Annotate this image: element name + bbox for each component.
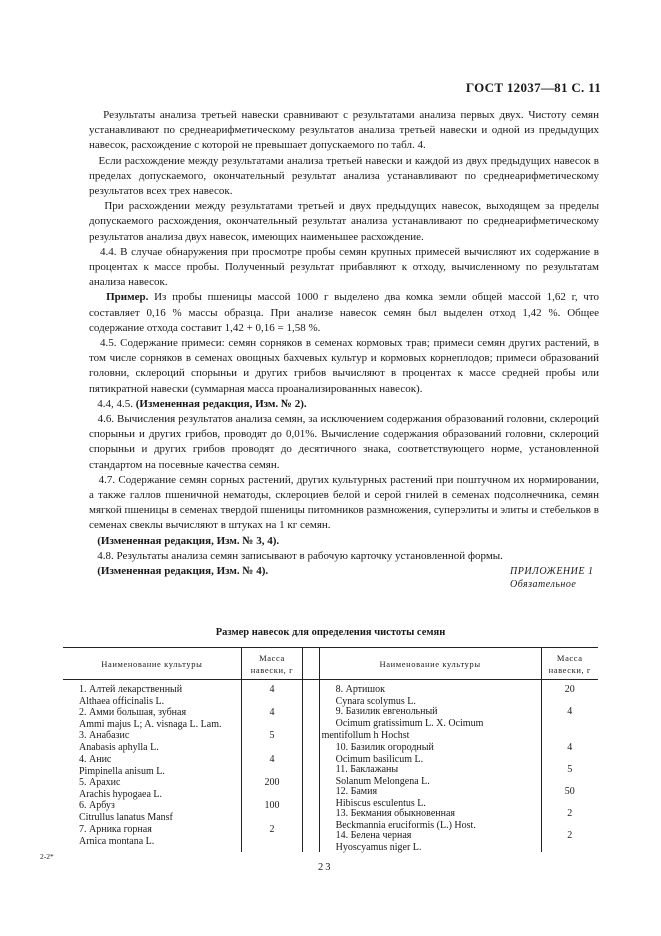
appendix-label xyxy=(510,565,594,591)
paragraph: 4.6. Вычисления результатов анализа семян, за исключением содержания образований головни, склероций спорыньи и других грибов, проводят до 0,01%. Вычисление содержания образований головни, склероций спорыньи и других грибов проводят до десятичного знака, соответствующего норме, установленной стандартом на посевные качества семян. xyxy=(89,413,599,471)
crop-entry: 13. Бекмания обыкновенная Beckmannia eruciformis (L.) Host. xyxy=(335,807,476,831)
example-label: Пример. xyxy=(106,291,149,304)
page-header: ГОСТ 12037—81 С. 11 xyxy=(465,80,601,95)
print-footnote: 2-2* xyxy=(40,852,54,861)
mass-value: 2 xyxy=(269,823,275,835)
table-header-row xyxy=(63,648,598,680)
mass-value: 200 xyxy=(264,777,280,789)
crop-entry: 8. Артишок Cynara scolymus L. xyxy=(335,683,416,707)
column-header-mass: Масса навески, г xyxy=(541,648,598,680)
mass-value: 4 xyxy=(269,706,275,718)
seed-sample-table xyxy=(63,647,598,852)
appendix-subtitle: Обязательное xyxy=(510,579,577,590)
column-header-name: Наименование культуры xyxy=(63,648,241,680)
mass-value: 4 xyxy=(269,753,275,765)
mass-value: 50 xyxy=(564,785,575,797)
page-number: 23 xyxy=(318,862,333,873)
crop-entry: 9. Базилик евгенольный Ocimum gratissimum L. X. Ocimum mentifollum h Hochst xyxy=(321,705,484,741)
paragraph: 4.4, 4.5. (Измененная редакция, Изм. № 2). xyxy=(97,397,307,410)
crop-entry: 12. Бамия Hibiscus esculentus L. xyxy=(335,785,426,809)
edit-note: (Измененная редакция, Изм. № 4). xyxy=(97,565,269,578)
mass-value: 4 xyxy=(567,741,573,753)
mass-value: 2 xyxy=(567,829,573,841)
crop-entry: 5. Арахис Arachis hypogaea L. xyxy=(79,777,163,801)
column-header-mass: Масса навески, г xyxy=(241,648,303,680)
mass-value: 2 xyxy=(567,807,573,819)
table-row xyxy=(63,684,598,852)
paragraph: При расхождении между результатами третьей и двух предыдущих навесок, выходящем за пределы допускаемого расхождения, окончательный результат анализа устанавливают по среднеарифметическому результатов анализа двух навесок, имеющих наименьшее расхождение. xyxy=(89,200,599,243)
paragraph: 4.4. В случае обнаружения при просмотре пробы семян крупных примесей вычисляют их содержание в процентах к массе пробы. Полученный результат прибавляют к отходу, вычисленному по результатам анализа навесок. xyxy=(89,245,599,289)
paragraph: 4.7. Содержание семян сорных растений, других культурных растений при поштучном их нормировании, а также галлов пшеничной нематоды, склероциев белой и серой гнилей в семенах подсолнечника, семян мягкой пшеницы в семенах твердой пшеницы питомников размножения, суперэлиты и элиты и стебельков в семенах свеклы вычисляют в штуках на 1 кг семян. xyxy=(89,473,600,532)
crop-entry: 3. Анабазис Anabasis aphylla L. xyxy=(79,730,159,754)
column-header-name: Наименование культуры xyxy=(319,648,541,680)
table-title: Размер навесок для определения чистоты семян xyxy=(215,627,446,638)
paragraph: 4.8. Результаты анализа семян записывают в рабочую карточку установленной формы. xyxy=(97,549,503,562)
crop-entry: 6. Арбуз Citrullus lanatus Mansf xyxy=(79,800,173,824)
crop-entry: 7. Арника горная Arnica montana L. xyxy=(79,823,155,847)
mass-value: 20 xyxy=(564,683,575,695)
crop-entry: 14. Белена черная Hyoscyamus niger L. xyxy=(335,829,422,853)
crop-entry: 1. Алтей лекарственный Althaea officinalis L. xyxy=(79,683,183,707)
paragraph: Результаты анализа третьей навески сравнивают с результатами анализа первых двух. Чистоту семян устанавливают по среднеарифметическому результатов анализа третьей навески и одной из предыдущих навесок, расхождение с которой не превышает допускаемого по табл. 4. xyxy=(89,109,599,152)
mass-value: 100 xyxy=(264,800,280,812)
column-gap xyxy=(303,648,319,680)
appendix-title: ПРИЛОЖЕНИЕ 1 xyxy=(510,566,594,577)
crop-entry: 11. Баклажаны Solanum Melongena L. xyxy=(335,763,430,787)
edit-note: (Измененная редакция, Изм. № 3, 4). xyxy=(97,534,280,547)
edit-note: (Измененная редакция, Изм. № 2). xyxy=(135,397,307,410)
mass-value: 5 xyxy=(567,763,573,775)
crop-entry: 10. Базилик огородный Ocimum basilicum L. xyxy=(335,741,434,765)
mass-value: 4 xyxy=(269,683,275,695)
body-text xyxy=(89,108,599,579)
mass-value: 5 xyxy=(269,730,275,742)
paragraph: Если расхождение между результатами анализа третьей навески и каждой из двух предыдущих навесок в пределах допускаемого, окончательный результат анализа устанавливают по среднеарифметическому результатов всех трех навесок. xyxy=(89,154,600,198)
paragraph: Пример. Из пробы пшеницы массой 1000 г выделено два комка земли общей массой 1,62 г, что составляет 0,16 % массы образца. При анализе навесок семян был выделен отход 1,42 %. Общее содержание отхода составит 1,42 + 0,16 = 1,58 %. xyxy=(89,291,600,334)
crop-entry: 2. Амми большая, зубная Ammi majus L; A. visnaga L. Lam. xyxy=(79,706,222,730)
paragraph: 4.5. Содержание примеси: семян сорняков в семенах кормовых трав; примеси семян других растений, в том числе сорняков в семенах овощных бахчевых культур и кормовых корнеплодов; примеси образований головни, склероций спорыньи и других грибов вычисляют в процентах к массе средней пробы или пятикратной навески (суммарная масса проанализированных навесок). xyxy=(89,337,599,395)
crop-entry: 4. Анис Pimpinella anisum L. xyxy=(79,753,165,777)
mass-value: 4 xyxy=(567,705,573,717)
